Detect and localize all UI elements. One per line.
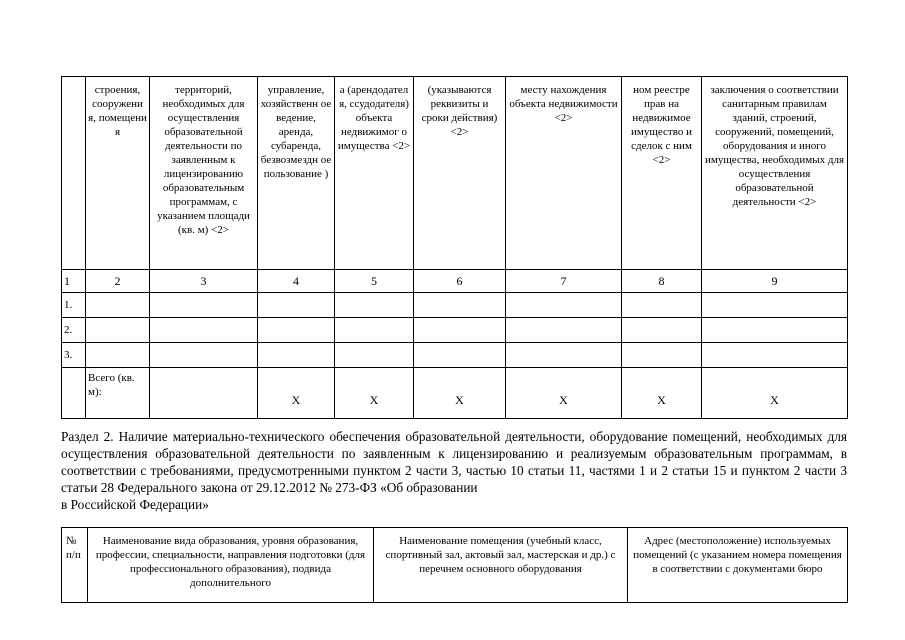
table-cell[interactable] [414,293,506,318]
header-cell-5: а (арендодател я, ссудодателя) объекта недвижимог о имущества <2> [335,77,414,270]
table-cell[interactable] [622,318,702,343]
header-cell-8: ном реестре прав на недвижимое имущество и сделок с ним <2> [622,77,702,270]
table-cell[interactable] [506,318,622,343]
total-row [62,368,848,419]
header-cell-address: Адрес (местоположение) используемых помещений (с указанием номера помещения в соответствии с документами бюро [628,528,848,603]
table-cell[interactable] [86,293,150,318]
table-cell[interactable] [150,343,258,368]
table-row [62,343,848,368]
x-mark: X [506,368,622,419]
header-cell-number: № п/п [62,528,88,603]
row-number: 2. [62,318,86,343]
table-cell[interactable] [86,318,150,343]
equipment-table [61,527,848,603]
table-row [62,293,848,318]
table-cell[interactable] [150,293,258,318]
header-cell-program: Наименование вида образования, уровня образования, профессии, специальности, направления подготовки (для профессионального образования), подвида дополнительного [88,528,374,603]
table-cell[interactable] [258,293,335,318]
x-mark: X [335,368,414,419]
row-number: 1. [62,293,86,318]
header-cell-6: (указываются реквизиты и сроки действия) <2> [414,77,506,270]
x-mark: X [414,368,506,419]
section-2-heading [61,428,847,513]
x-mark: X [622,368,702,419]
table-cell[interactable] [506,343,622,368]
table-cell[interactable] [702,293,848,318]
header-cell-9: заключения о соответствии санитарным правилам зданий, строений, сооружений, помещений, оборудования и иного имущества, необходимых для осуществления образовательной деятельности <2> [702,77,848,270]
table-row [62,318,848,343]
row-number: 3. [62,343,86,368]
table-cell[interactable] [258,343,335,368]
table-cell[interactable] [506,293,622,318]
column-number: 5 [335,270,414,293]
section-2-text-end: в Российской Федерации» [61,497,209,512]
table-header-row [62,77,848,270]
x-mark: X [258,368,335,419]
column-number: 6 [414,270,506,293]
header-cell-room: Наименование помещения (учебный класс, спортивный зал, актовый зал, мастерская и др.) с перечнем основного оборудования [374,528,628,603]
table-header-row [62,528,848,603]
total-label: Всего (кв. м): [86,368,150,419]
column-number: 4 [258,270,335,293]
column-number: 3 [150,270,258,293]
column-number: 8 [622,270,702,293]
table-cell[interactable] [335,343,414,368]
header-cell-2: строения, сооружени я, помещени я [86,77,150,270]
column-number-row [62,270,848,293]
table-cell[interactable] [702,343,848,368]
table-cell[interactable] [258,318,335,343]
table-cell [62,368,86,419]
table-cell[interactable] [86,343,150,368]
section-2-text: Раздел 2. Наличие материально-технического обеспечения образовательной деятельности, оборудование помещений, необходимых для осуществления образовательной деятельности по заявленным к лицензированию и реализуемым образовательным программам, в соответствии с требованиями, предусмотренными пунктом 2 части 3, частью 10 статьи 11, частями 1 и 2 статьи 15 и пунктом 2 части 3 статьи 28 Федерального закона от 29.12.2012 № 273-ФЗ «Об образовании [61,429,847,495]
table-cell[interactable] [150,318,258,343]
header-cell-7: месту нахождения объекта недвижимости <2> [506,77,622,270]
table-cell[interactable] [150,368,258,419]
header-cell-1 [62,77,86,270]
table-cell[interactable] [702,318,848,343]
header-cell-3: территорий, необходимых для осуществления образовательной деятельности по заявленным к лицензированию образовательным программам, с указанием площади (кв. м) <2> [150,77,258,270]
column-number: 1 [62,270,86,293]
table-cell[interactable] [414,318,506,343]
header-cell-4: управление, хозяйственн ое ведение, аренда, субаренда, безвозмездн ое пользование ) [258,77,335,270]
table-cell[interactable] [622,293,702,318]
column-number: 7 [506,270,622,293]
table-cell[interactable] [622,343,702,368]
table-cell[interactable] [335,318,414,343]
column-number: 9 [702,270,848,293]
premises-table [61,76,848,419]
table-cell[interactable] [335,293,414,318]
table-cell[interactable] [414,343,506,368]
column-number: 2 [86,270,150,293]
x-mark: X [702,368,848,419]
